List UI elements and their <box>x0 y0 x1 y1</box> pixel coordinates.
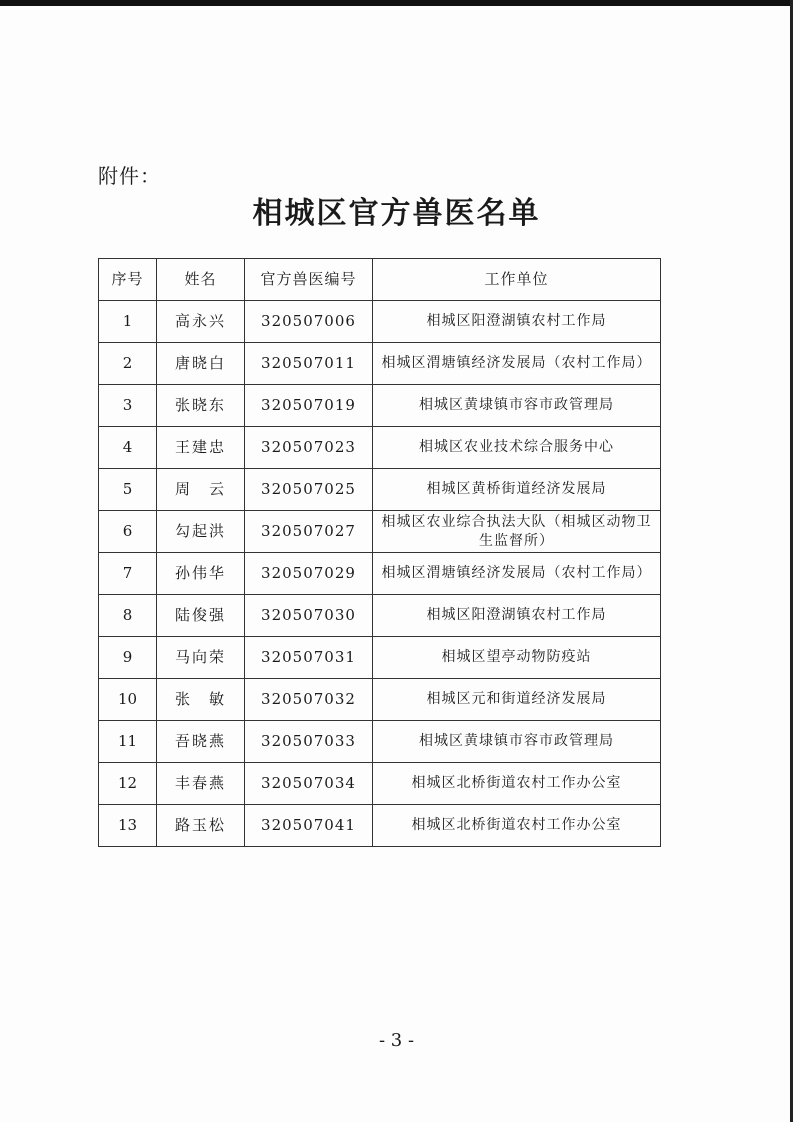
row-code: 320507034 <box>245 763 373 805</box>
table-row <box>99 385 661 427</box>
row-code: 320507019 <box>245 385 373 427</box>
row-code: 320507033 <box>245 721 373 763</box>
row-name: 王建忠 <box>157 427 245 469</box>
attachment-label: 附件： <box>98 164 161 188</box>
table-row <box>99 721 661 763</box>
row-code: 320507031 <box>245 637 373 679</box>
row-unit: 相城区北桥街道农村工作办公室 <box>373 763 661 805</box>
row-name: 吾晓燕 <box>157 721 245 763</box>
row-unit: 相城区黄埭镇市容市政管理局 <box>373 385 661 427</box>
row-index: 2 <box>99 343 157 385</box>
table-row <box>99 553 661 595</box>
row-index: 7 <box>99 553 157 595</box>
row-index: 6 <box>99 511 157 553</box>
table-row <box>99 805 661 847</box>
table-row <box>99 595 661 637</box>
table-row <box>99 469 661 511</box>
table-body <box>99 301 661 847</box>
scan-edge-top <box>0 0 793 6</box>
row-unit: 相城区黄桥街道经济发展局 <box>373 469 661 511</box>
row-index: 4 <box>99 427 157 469</box>
page-number: - 3 - <box>378 1030 415 1051</box>
column-header-index: 序号 <box>99 259 157 301</box>
row-unit: 相城区阳澄湖镇农村工作局 <box>373 301 661 343</box>
table-row <box>99 637 661 679</box>
row-code: 320507032 <box>245 679 373 721</box>
row-unit: 相城区农业技术综合服务中心 <box>373 427 661 469</box>
row-unit: 相城区渭塘镇经济发展局（农村工作局） <box>373 553 661 595</box>
row-name: 勾起洪 <box>157 511 245 553</box>
row-code: 320507027 <box>245 511 373 553</box>
row-name: 张 敏 <box>157 679 245 721</box>
row-name: 孙伟华 <box>157 553 245 595</box>
row-code: 320507029 <box>245 553 373 595</box>
row-code: 320507006 <box>245 301 373 343</box>
row-name: 马向荣 <box>157 637 245 679</box>
veterinarian-table <box>98 258 661 847</box>
row-unit: 相城区元和街道经济发展局 <box>373 679 661 721</box>
row-name: 陆俊强 <box>157 595 245 637</box>
row-index: 10 <box>99 679 157 721</box>
column-header-name: 姓名 <box>157 259 245 301</box>
column-header-code: 官方兽医编号 <box>245 259 373 301</box>
row-unit: 相城区黄埭镇市容市政管理局 <box>373 721 661 763</box>
row-code: 320507041 <box>245 805 373 847</box>
row-unit: 相城区农业综合执法大队（相城区动物卫生监督所） <box>373 511 661 553</box>
row-name: 高永兴 <box>157 301 245 343</box>
column-header-unit: 工作单位 <box>373 259 661 301</box>
row-name: 周 云 <box>157 469 245 511</box>
table-row <box>99 343 661 385</box>
row-code: 320507023 <box>245 427 373 469</box>
row-unit: 相城区望亭动物防疫站 <box>373 637 661 679</box>
row-name: 丰春燕 <box>157 763 245 805</box>
document-title: 相城区官方兽医名单 <box>252 196 541 231</box>
row-code: 320507011 <box>245 343 373 385</box>
row-unit: 相城区阳澄湖镇农村工作局 <box>373 595 661 637</box>
table-row <box>99 763 661 805</box>
row-code: 320507030 <box>245 595 373 637</box>
row-name: 张晓东 <box>157 385 245 427</box>
table-row <box>99 301 661 343</box>
row-index: 12 <box>99 763 157 805</box>
table-row <box>99 679 661 721</box>
row-index: 13 <box>99 805 157 847</box>
row-name: 路玉松 <box>157 805 245 847</box>
row-index: 5 <box>99 469 157 511</box>
table-row <box>99 511 661 553</box>
row-index: 9 <box>99 637 157 679</box>
row-unit: 相城区渭塘镇经济发展局（农村工作局） <box>373 343 661 385</box>
table-row <box>99 427 661 469</box>
row-name: 唐晓白 <box>157 343 245 385</box>
table-header-row <box>99 259 661 301</box>
row-index: 1 <box>99 301 157 343</box>
row-index: 8 <box>99 595 157 637</box>
row-index: 11 <box>99 721 157 763</box>
row-index: 3 <box>99 385 157 427</box>
row-code: 320507025 <box>245 469 373 511</box>
row-unit: 相城区北桥街道农村工作办公室 <box>373 805 661 847</box>
